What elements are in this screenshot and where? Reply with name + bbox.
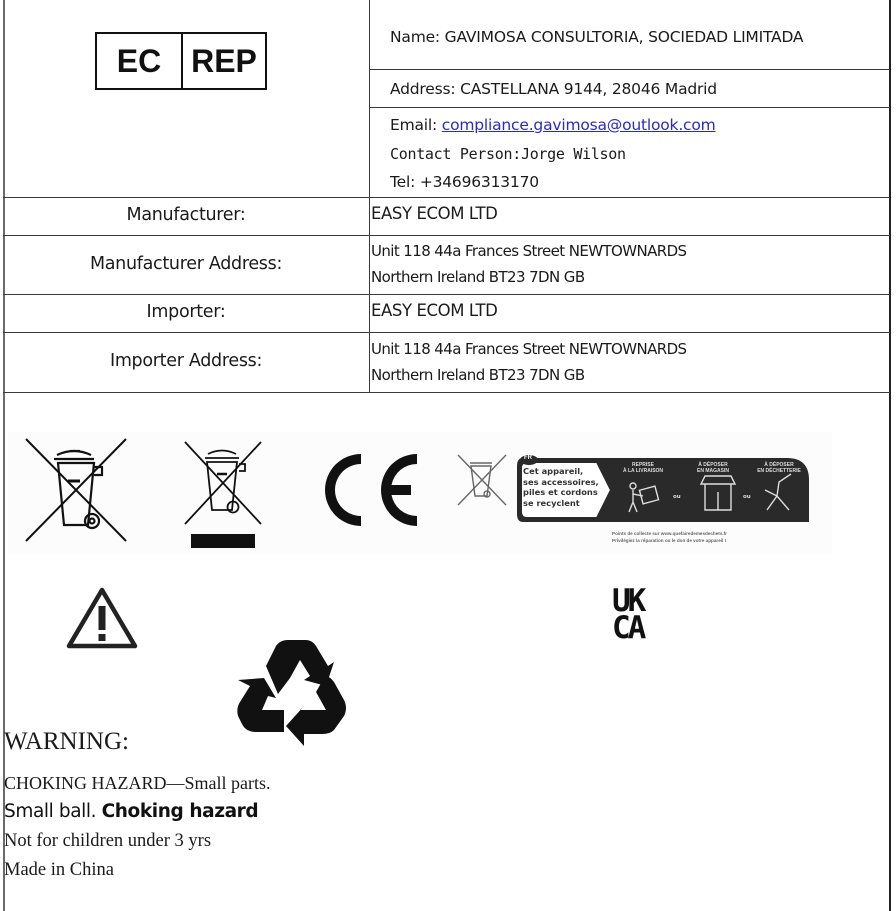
- triman-option-title-line: À DÉPOSER: [698, 462, 728, 468]
- warning-triangle-icon: [66, 586, 138, 650]
- ec-rep-tel: Tel: +34696313170: [390, 173, 539, 191]
- ce-mark-icon: [325, 452, 421, 528]
- manufacturer-label: Manufacturer:: [126, 205, 246, 225]
- importer-value: EASY ECOM LTD: [371, 301, 498, 320]
- triman-fr-text-line: piles et cordons: [523, 487, 598, 497]
- triman-footer-line: Points de collecte sur www.quefairedemesdechets.fr: [612, 531, 727, 536]
- triman-fr-text-line: ses accessoires,: [523, 476, 599, 487]
- manufacturer-address-label: Manufacturer Address:: [89, 254, 283, 274]
- ec-rep-symbol: [95, 32, 267, 90]
- triman-fr-text: [523, 466, 599, 508]
- manufacturer-address-line-2: Northern Ireland BT23 7DN GB: [371, 268, 585, 286]
- ec-rep-contact-person: Contact Person:Jorge Wilson: [390, 145, 626, 163]
- triman-option-title-line: À LA LIVRAISON: [622, 468, 664, 474]
- row-divider-importer-address: [3, 392, 890, 393]
- row-divider-manufacturer: [3, 235, 890, 236]
- ec-rep-email-link[interactable]: compliance.gavimosa@outlook.com: [441, 116, 716, 134]
- row-divider-manufacturer-address: [3, 294, 890, 295]
- weee-crossed-bin-icon: [24, 437, 128, 543]
- ec-rep-email-row: [390, 116, 716, 134]
- ec-rep-name: Name: GAVIMOSA CONSULTORIA, SOCIEDAD LIMITADA: [390, 28, 804, 46]
- warning-choking-hazard-line: CHOKING HAZARD—Small parts.: [4, 773, 271, 793]
- triman-footer: [612, 530, 727, 544]
- triman-option-title-line: EN MAGASIN: [697, 468, 729, 474]
- table-right-border: [889, 0, 891, 911]
- importer-address-line-1: Unit 118 44a Frances Street NEWTOWNARDS: [371, 340, 687, 358]
- svg-text:ou: ou: [743, 494, 751, 500]
- svg-text:ou: ou: [673, 494, 681, 500]
- table-column-divider: [369, 0, 370, 392]
- warning-choking-hazard-bold: Choking hazard: [101, 801, 259, 822]
- warning-age-line: Not for children under 3 yrs: [4, 831, 212, 851]
- manufacturer-value: EASY ECOM LTD: [371, 204, 498, 223]
- ec-rep-symbol-ec: EC: [97, 34, 183, 88]
- ukca-mark-top: UK: [612, 583, 644, 619]
- row-divider-ecrep: [3, 197, 890, 198]
- warning-small-ball-text: Small ball.: [4, 801, 102, 822]
- triman-crossed-bin-icon: [456, 453, 508, 507]
- manufacturer-address-line-1: Unit 118 44a Frances Street NEWTOWNARDS: [371, 242, 687, 260]
- ec-rep-email-label: Email:: [390, 116, 442, 134]
- triman-fr-badge: FR: [524, 455, 532, 461]
- recycle-icon: [236, 638, 348, 748]
- ecrep-row-divider-2: [369, 107, 890, 108]
- triman-option-title-line: REPRISE: [632, 462, 654, 468]
- triman-footer-line: Privilégiez la réparation ou le don de votre appareil !: [612, 538, 727, 543]
- triman-option-title-line: À DÉPOSER: [764, 462, 794, 468]
- importer-address-label: Importer Address:: [109, 351, 263, 371]
- ukca-mark-bottom: CA: [612, 610, 644, 646]
- importer-address-line-2: Northern Ireland BT23 7DN GB: [371, 366, 585, 384]
- ec-rep-symbol-rep: REP: [191, 42, 257, 79]
- triman-option-title-line: EN DÉCHETTERIE: [757, 468, 801, 474]
- warning-title: WARNING:: [4, 728, 129, 755]
- ecrep-row-divider-1: [369, 69, 890, 70]
- triman-fr-text-line: Cet appareil,: [523, 466, 584, 476]
- made-in-label: Made in China: [4, 860, 114, 880]
- triman-fr-text-line: se recyclent: [523, 497, 580, 508]
- triman-option-dump: [749, 462, 809, 474]
- ukca-mark-icon: [612, 583, 644, 646]
- triman-recycling-info-icon: [515, 454, 809, 524]
- ec-rep-address: Address: CASTELLANA 9144, 28046 Madrid: [390, 80, 717, 98]
- triman-option-store: [685, 462, 741, 474]
- warning-small-ball-line: [4, 801, 258, 822]
- weee-crossed-bin-bar-icon: [183, 440, 263, 552]
- triman-option-delivery: [615, 462, 671, 474]
- importer-label: Importer:: [146, 302, 226, 322]
- row-divider-importer: [3, 332, 890, 333]
